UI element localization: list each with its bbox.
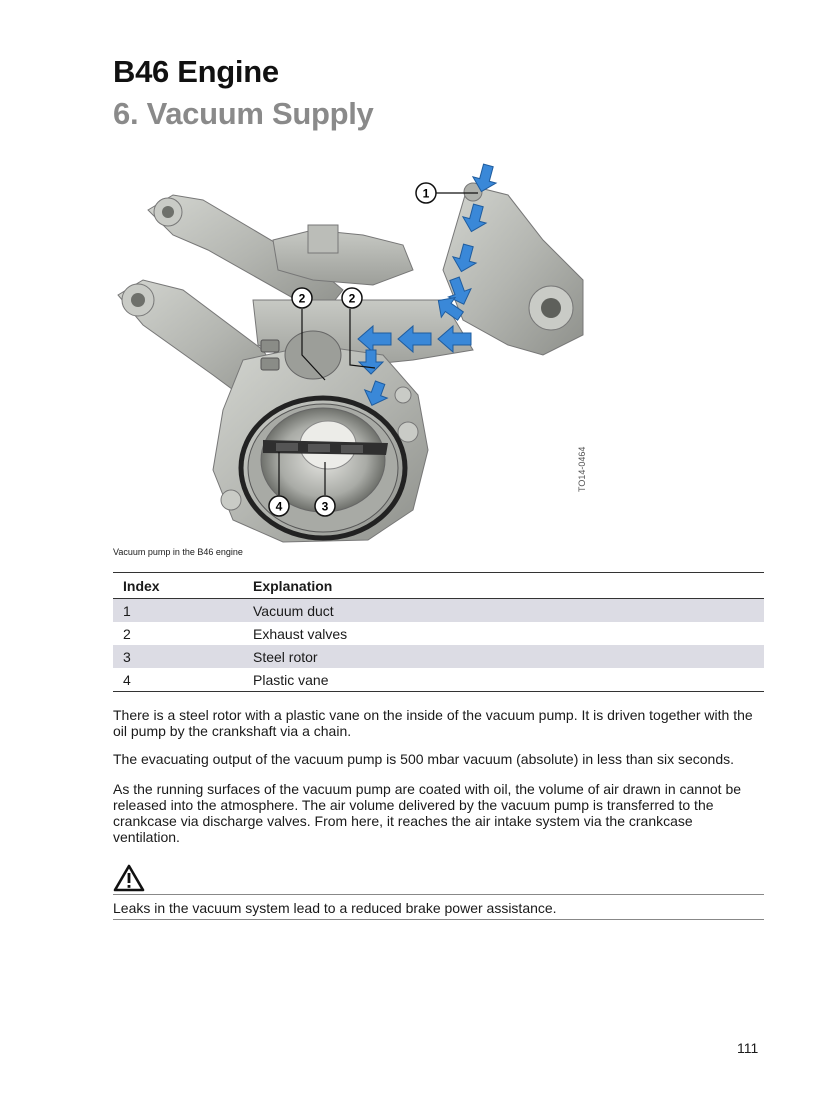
callout-2b (342, 288, 362, 308)
row-explanation: Vacuum duct (243, 599, 764, 623)
header-explanation: Explanation (243, 573, 764, 599)
paragraph-output: The evacuating output of the vacuum pump is 500 mbar vacuum (absolute) in less than six seconds. (113, 751, 735, 767)
row-explanation: Plastic vane (243, 668, 764, 692)
page-title: B46 Engine (113, 54, 279, 89)
table-row (113, 599, 764, 623)
callout-label: 3 (321, 499, 329, 514)
table-row (113, 622, 764, 645)
row-index: 3 (113, 645, 243, 668)
row-index: 2 (123, 625, 131, 642)
section-title: 6. Vacuum Supply (113, 96, 374, 131)
table-row (113, 645, 764, 668)
row-explanation: Steel rotor (243, 645, 764, 668)
paragraph-rotor: There is a steel rotor with a plastic vane on the inside of the vacuum pump. It is driven together with the oil pump by the crankshaft via a chain. (113, 707, 753, 739)
callout-label: 1 (422, 186, 430, 201)
vacuum-pump-figure (113, 150, 613, 545)
warning-divider-bottom (113, 919, 764, 920)
row-index: 4 (113, 668, 243, 692)
pump-bore (241, 398, 405, 538)
callout-label: 2 (348, 291, 356, 306)
callout-1 (416, 183, 436, 203)
callout-label: 2 (298, 291, 306, 306)
callout-4 (269, 496, 289, 516)
warning-text: Leaks in the vacuum system lead to a reduced brake power assistance. (113, 900, 557, 916)
warning-divider-top (113, 894, 764, 895)
index-table (113, 572, 764, 692)
figure-code: TO14-0464 (577, 446, 587, 492)
header-index: Index (113, 573, 243, 599)
row-explanation: Exhaust valves (253, 625, 348, 642)
table-row (113, 668, 764, 692)
table-header-row (113, 573, 764, 599)
warning-triangle-icon (113, 864, 145, 892)
callout-label: 4 (275, 499, 283, 514)
callout-2a (292, 288, 312, 308)
figure-caption: Vacuum pump in the B46 engine (113, 547, 243, 557)
paragraph-discharge: As the running surfaces of the vacuum pump are coated with oil, the volume of air drawn in cannot be released into the atmosphere. The air volume delivered by the vacuum pump is transferred to the crankcase via discharge valves. From here, it reaches the air intake system via the crankcase ventilation. (113, 781, 742, 845)
callout-3 (315, 496, 335, 516)
row-index: 1 (113, 599, 243, 623)
page-number: 111 (737, 1040, 759, 1056)
